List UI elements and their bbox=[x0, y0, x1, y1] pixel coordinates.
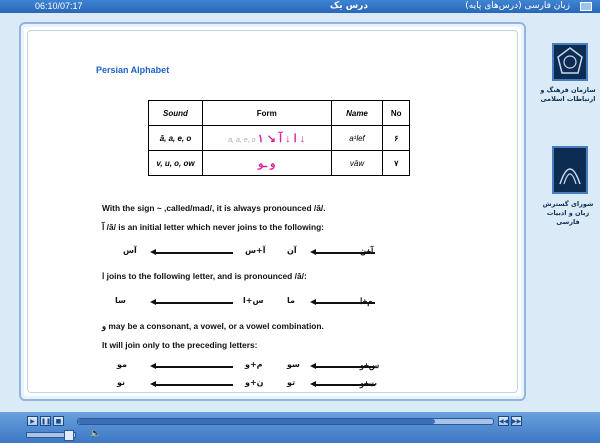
left-arrow bbox=[155, 384, 233, 386]
example-letters: ت+و bbox=[360, 378, 377, 388]
volume-knob[interactable] bbox=[64, 430, 74, 441]
lesson-title: درس یک bbox=[330, 1, 368, 11]
stop-icon[interactable]: ■ bbox=[53, 416, 64, 426]
example-word: آس bbox=[123, 246, 137, 255]
table-row bbox=[149, 151, 410, 176]
rewind-icon[interactable]: ◀◀ bbox=[499, 418, 509, 425]
left-arrow bbox=[155, 252, 233, 254]
example-word: ما bbox=[287, 296, 295, 305]
cell-name: a¹lef bbox=[331, 126, 383, 151]
header-no: No bbox=[383, 101, 410, 126]
header-form: Form bbox=[202, 101, 331, 126]
cell-form bbox=[202, 126, 331, 151]
example-word: آن bbox=[287, 246, 297, 255]
volume-slider[interactable] bbox=[26, 432, 76, 438]
example-row bbox=[105, 360, 385, 374]
page-title: Persian Alphabet bbox=[96, 65, 170, 75]
header-name: Name bbox=[331, 101, 383, 126]
example-word: نو bbox=[117, 378, 126, 387]
left-arrow bbox=[155, 302, 233, 304]
org2-logo-icon bbox=[554, 148, 586, 192]
example-word: سو bbox=[287, 360, 300, 369]
example-letters: م+و bbox=[245, 360, 263, 369]
cell-name: vāw bbox=[331, 151, 383, 176]
cell-form bbox=[202, 151, 331, 176]
window-icon[interactable] bbox=[580, 2, 592, 11]
example-word: مو bbox=[117, 360, 127, 369]
example-letters: س+ا bbox=[243, 296, 264, 305]
seek-bar[interactable] bbox=[77, 418, 494, 425]
sidebar bbox=[540, 40, 594, 340]
org2-name: شورای گسترش زبان و ادبیات فارسی bbox=[542, 200, 594, 226]
org1-logo-icon bbox=[554, 45, 586, 79]
media-controls bbox=[0, 412, 600, 443]
playback-time: 06:10/07:17 bbox=[35, 1, 83, 11]
alef-join-text: ا joins to the following letter, and is pronounced /ā/: bbox=[102, 271, 307, 281]
example-letters: آ+س bbox=[245, 246, 266, 255]
form-glyph: ا ↓ آ ↘ ۱ ↓ bbox=[257, 132, 306, 145]
header-sound: Sound bbox=[149, 101, 203, 126]
course-title: زبان فارسی (درس‌های پایه) bbox=[465, 1, 570, 11]
org1-logo bbox=[552, 43, 588, 81]
form-glyph: و ـو bbox=[258, 157, 276, 170]
org2-logo bbox=[552, 146, 588, 194]
title-bar bbox=[0, 0, 600, 13]
mad-sign-text: With the sign ~ ,called/mad/, it is always pronounced /ā/. bbox=[102, 203, 326, 213]
play-icon[interactable]: ▶ bbox=[27, 416, 38, 426]
example-letters: م+ا bbox=[360, 296, 373, 306]
seek-progress bbox=[78, 419, 435, 424]
example-row bbox=[105, 246, 385, 260]
example-letters: س+و bbox=[360, 360, 380, 370]
cell-no: ۶ bbox=[383, 126, 410, 151]
table-header-row bbox=[149, 101, 410, 126]
cell-sound: ā, a, e, o bbox=[149, 126, 203, 151]
example-letters: ن+و bbox=[245, 378, 264, 387]
pause-icon[interactable]: ❚❚ bbox=[41, 418, 52, 425]
form-faint-text: a, a, e, o bbox=[228, 136, 256, 144]
example-row bbox=[105, 296, 385, 310]
example-letters: آ+ن bbox=[360, 246, 374, 256]
example-row bbox=[105, 378, 385, 392]
example-word: تو bbox=[287, 378, 296, 387]
org1-name: سازمان فرهنگ و ارتباطات اسلامی bbox=[540, 86, 596, 103]
cell-no: ۷ bbox=[383, 151, 410, 176]
alphabet-table bbox=[148, 100, 410, 176]
cell-sound: v, u, o, ow bbox=[149, 151, 203, 176]
vav-join-text: It will join only to the preceding letters: bbox=[102, 340, 258, 350]
initial-alef-text: آ /ā/ is an initial letter which never joins to the following: bbox=[102, 222, 324, 232]
example-word: سا bbox=[115, 296, 126, 305]
table-row bbox=[149, 126, 410, 151]
forward-icon[interactable]: ▶▶ bbox=[512, 418, 522, 425]
speaker-icon[interactable]: 🔈 bbox=[90, 429, 102, 439]
left-arrow bbox=[155, 366, 233, 368]
vav-text: و may be a consonant, a vowel, or a vowel combination. bbox=[102, 321, 324, 331]
